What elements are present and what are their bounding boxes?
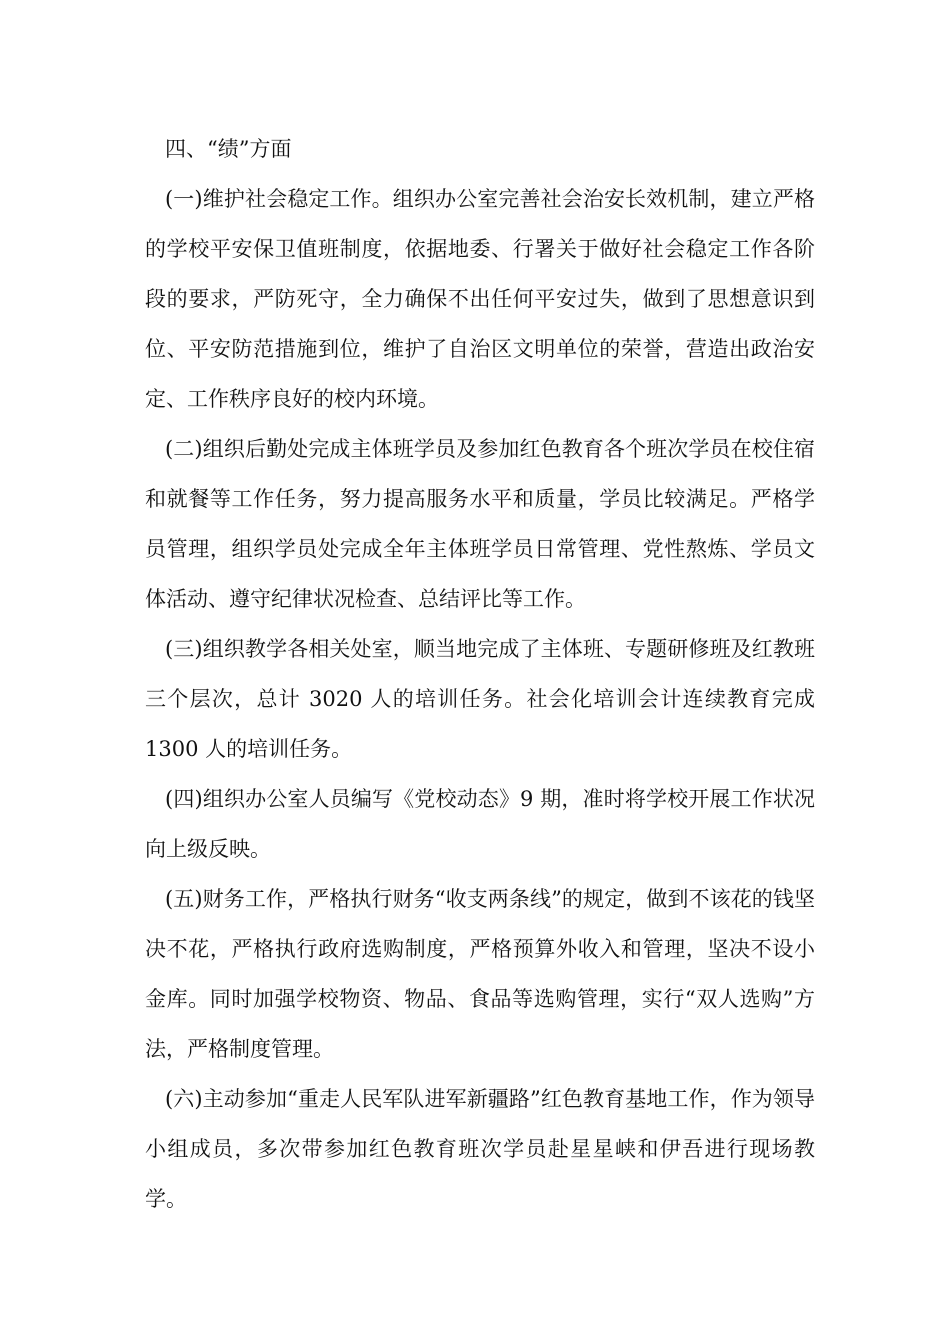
paragraph-5: (五)财务工作，严格执行财务“收支两条线”的规定，做到不该花的钱坚决不花，严格执行政府选购制度，严格预算外收入和管理，坚决不设小金库。同时加强学校物资、物品、食品等选购管理，实行“双人选购”方法，严格制度管理。 xyxy=(145,887,815,1061)
paragraph-2: (二)组织后勤处完成主体班学员及参加红色教育各个班次学员在校住宿和就餐等工作任务，努力提高服务水平和质量，学员比较满足。严格学员管理，组织学员处完成全年主体班学员日常管理、党性熬炼、学员文体活动、遵守纪律状况检查、总结评比等工作。 xyxy=(145,437,815,611)
paragraph-6: (六)主动参加“重走人民军队进军新疆路”红色教育基地工作，作为领导小组成员，多次带参加红色教育班次学员赴星星峡和伊吾进行现场教学。 xyxy=(145,1087,815,1211)
section-heading: 四、“绩”方面 xyxy=(165,137,292,161)
paragraph-1: (一)维护社会稳定工作。组织办公室完善社会治安长效机制，建立严格的学校平安保卫值班制度，依据地委、行署关于做好社会稳定工作各阶段的要求，严防死守，全力确保不出任何平安过失，做到了思想意识到位、平安防范措施到位，维护了自治区文明单位的荣誉，营造出政治安定、工作秩序良好的校内环境。 xyxy=(145,187,815,411)
paragraph-4: (四)组织办公室人员编写《党校动态》9 期，准时将学校开展工作状况向上级反映。 xyxy=(145,787,815,861)
paragraph-3: (三)组织教学各相关处室，顺当地完成了主体班、专题研修班及红教班三个层次，总计 3020 人的培训任务。社会化培训会计连续教育完成 1300 人的培训任务。 xyxy=(145,637,815,761)
document-body xyxy=(145,124,815,1224)
